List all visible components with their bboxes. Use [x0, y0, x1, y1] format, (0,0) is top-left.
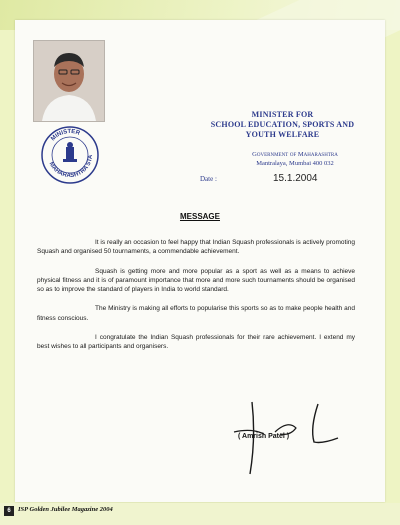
- government-name: Government of Maharashtra: [252, 151, 338, 158]
- letterhead-address: [230, 150, 360, 168]
- message-body: [37, 238, 355, 362]
- letter-sheet: [15, 20, 385, 502]
- message-paragraph: Squash is getting more and more popular as a sport as well as a means to achieve physical fitness and it is of paramount importance that more and more such tournaments should be organised so as to improve the standard of players in India to world standard.: [37, 267, 355, 294]
- svg-text:MINISTER: MINISTER: [50, 128, 81, 143]
- address-line: Mantralaya, Mumbai 400 032: [256, 160, 334, 167]
- message-paragraph: It is really an occasion to feel happy that Indian Squash professionals is actively promoting Squash and organised 50 tournaments, a commendable achievement.: [37, 239, 355, 256]
- minister-photo: [33, 40, 105, 122]
- letterhead-title: [190, 110, 375, 140]
- date-value: 15.1.2004: [273, 173, 318, 184]
- svg-text:MAHARASHTRA STATE: MAHARASHTRA STA: [47, 154, 95, 180]
- publication-title: ISP Golden Jubilee Magazine 2004: [18, 506, 113, 513]
- message-paragraph: The Ministry is making all efforts to popularise this sports so as to make people health and fitness conscious.: [37, 305, 355, 322]
- letterhead-title-line: YOUTH WELFARE: [245, 130, 320, 139]
- ministry-seal: [40, 125, 100, 185]
- page-number: 6: [4, 506, 14, 516]
- date-label: Date :: [200, 175, 217, 183]
- message-paragraph: I congratulate the Indian Squash professionals for their rare achievement. I extend my best wishes to all participants and organisers.: [37, 334, 355, 351]
- message-heading: MESSAGE: [179, 212, 220, 221]
- letterhead-title-line: MINISTER FOR: [251, 110, 314, 119]
- signer-name: ( Amrish Patel ): [238, 433, 290, 440]
- letterhead-title-line: SCHOOL EDUCATION, SPORTS AND: [210, 120, 355, 129]
